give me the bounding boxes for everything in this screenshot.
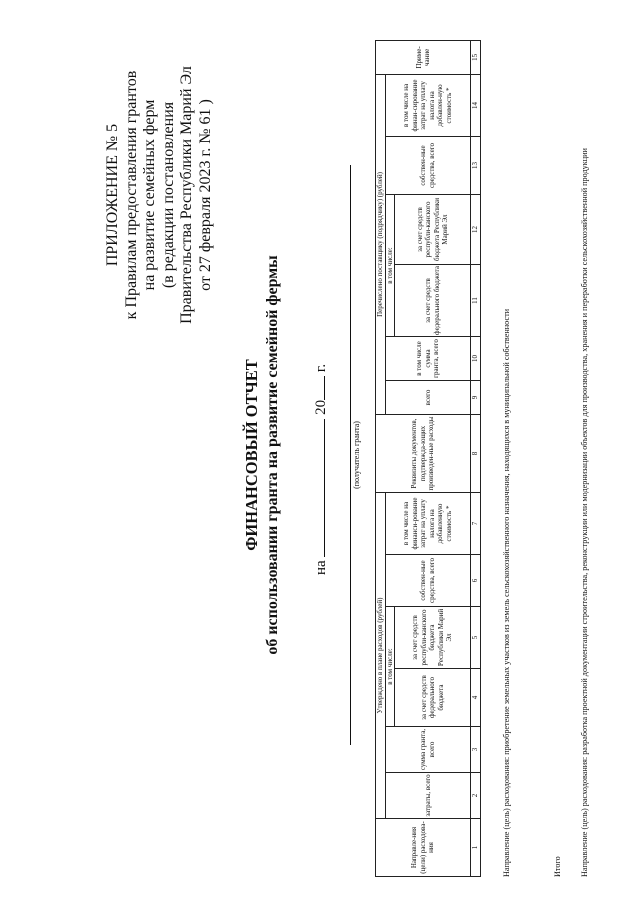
column-number: 13 (471, 137, 481, 195)
column-number: 15 (471, 40, 481, 74)
group-transferred: Перечислено поставщику (подрядчику) (рублей) (376, 74, 386, 414)
appendix-line: ПРИЛОЖЕНИЕ № 5 (104, 123, 121, 267)
direction-land-purchase: Направление (цель) расходования: приобретение земельных участков из земель сельскохозяйственного назначения, находящихся в муниципальной собственности (502, 308, 511, 877)
date-blank (311, 419, 325, 557)
total-label: Итого (553, 856, 562, 877)
date-suffix: г. (313, 363, 329, 373)
header-total-transferred: всего (385, 381, 471, 415)
header-vat-transferred: в том числе на финан-сирование затрат на уплату налога на добавлен-ную стоимость * (385, 74, 471, 136)
column-number: 1 (471, 819, 481, 877)
column-number: 5 (471, 607, 481, 669)
recipient-caption: (получатель гранта) (350, 165, 361, 745)
column-number: 7 (471, 493, 481, 555)
header-grant-transferred: в том числе сумма гранта, всего (385, 337, 471, 381)
column-number: 10 (471, 337, 481, 381)
header-costs-total: затраты, всего (385, 773, 471, 819)
header-federal-transferred: за счет средств федерального бюджета (395, 265, 471, 337)
appendix-line: на развитие семейных ферм (141, 99, 158, 291)
appendix-line: Правительства Республики Марий Эл (178, 66, 195, 324)
header-own-funds: собствен-ные средства, всего (385, 555, 471, 607)
appendix-line: (в редакции постановления (159, 101, 177, 289)
column-number: 8 (471, 415, 481, 493)
report-date-line (311, 275, 330, 575)
appendix-line: от 27 февраля 2023 г. № 61 ) (196, 99, 214, 291)
column-number: 12 (471, 195, 481, 265)
direction-project-documentation: Направление (цель) расходования: разработка проектной документации строительства, реконструкции или модернизации объектов для производства, хранения и переработки сельскохозяйственной продукции (580, 148, 589, 877)
column-number: 6 (471, 555, 481, 607)
financial-report-table (375, 40, 481, 877)
header-republic-transferred: за счет средств республи-канского бюджета Республики Марий Эл (395, 195, 471, 265)
column-number: 4 (471, 669, 481, 727)
date-year: 20 (313, 399, 329, 415)
date-prefix: на (313, 560, 329, 575)
document-title: ФИНАНСОВЫЙ ОТЧЕТ (242, 359, 261, 551)
header-republic: за счет средств республи-канского бюджета Республики Марий Эл (395, 607, 471, 669)
header-note: Приме-чание (376, 40, 471, 74)
header-directions: Направле-ния (цели) расходова-ния (376, 819, 471, 877)
year-blank (311, 376, 325, 400)
column-number: 2 (471, 773, 481, 819)
appendix-block (104, 45, 215, 345)
document-subtitle: об использовании гранта на развитие семейной фермы (264, 255, 281, 655)
header-vat: в том числе на финанси-рование затрат на уплату налога на добавленную стоимость * (385, 493, 471, 555)
incl-approved: в том числе: (385, 607, 395, 727)
header-federal: за счет средств федерального бюджета (395, 669, 471, 727)
column-number: 14 (471, 74, 481, 136)
header-own-funds-transferred: собствен-ные средства, всего (385, 137, 471, 195)
column-number: 3 (471, 727, 481, 773)
group-approved: Утверждено в плане расходов (рублей) (376, 493, 386, 819)
appendix-line: к Правилам предоставления грантов (122, 70, 140, 320)
header-documents: Реквизиты документов, подтвержда-ющих произведен-ные расходы (376, 415, 471, 493)
incl-transferred: в том числе: (385, 195, 395, 337)
column-number: 9 (471, 381, 481, 415)
column-number: 11 (471, 265, 481, 337)
header-grant-total: сумма гранта, всего (385, 727, 471, 773)
